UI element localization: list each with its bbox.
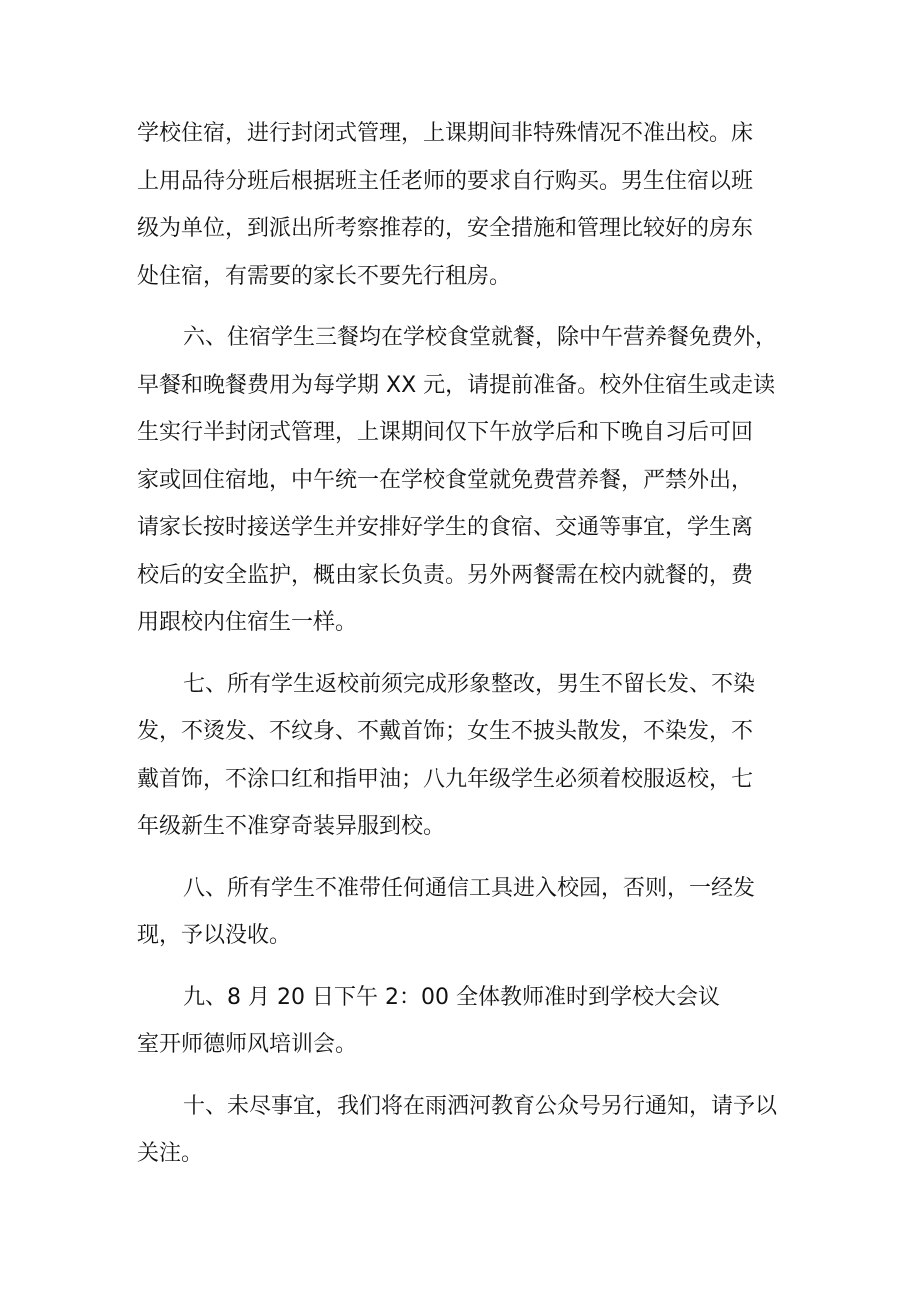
text-line: 室开师德师风培训会。 bbox=[137, 1032, 358, 1057]
text-line: 处住宿，有需要的家长不要先行租房。 bbox=[137, 263, 512, 289]
document-body bbox=[137, 110, 817, 1192]
paragraph-item-7 bbox=[137, 661, 817, 851]
text-line: 发，不烫发、不纹身、不戴首饰；女生不披头散发，不染发，不 bbox=[137, 719, 754, 744]
text-line: 用跟校内住宿生一样。 bbox=[137, 610, 358, 635]
text-line: 关注。 bbox=[137, 1141, 204, 1166]
text-line: 七、所有学生返校前须完成形象整改，男生不留长发、不染 bbox=[183, 671, 756, 697]
text-line: 戴首饰，不涂口红和指甲油；八九年级学生必须着校服返校，七 bbox=[137, 766, 754, 792]
paragraph-item-9 bbox=[137, 974, 817, 1069]
text-line: 十、未尽事宜，我们将在雨洒河教育公众号另行通知，请予以 bbox=[183, 1093, 778, 1119]
text-line: 上用品待分班后根据班主任老师的要求自行购买。男生住宿以班 bbox=[137, 168, 754, 194]
text-line: 现，予以没收。 bbox=[137, 923, 292, 948]
text-line: 早餐和晚餐费用为每学期 XX 元，请提前准备。校外住宿生或走读 bbox=[137, 372, 776, 398]
text-line: 学校住宿，进行封闭式管理，上课期间非特殊情况不准出校。床 bbox=[137, 121, 754, 146]
text-line: 六、住宿学生三餐均在学校食堂就餐，除中午营养餐免费外， bbox=[183, 325, 778, 350]
text-line: 九、8 月 20 日下午 2：00 全体教师准时到学校大会议 bbox=[183, 984, 720, 1010]
text-line: 级为单位，到派出所考察推荐的，安全措施和管理比较好的房东 bbox=[137, 216, 754, 241]
paragraph-accommodation bbox=[137, 110, 817, 300]
paragraph-item-6 bbox=[137, 314, 817, 647]
paragraph-item-8 bbox=[137, 865, 817, 960]
text-line: 请家长按时接送学生并安排好学生的食宿、交通等事宜，学生离 bbox=[137, 515, 754, 540]
text-line: 年级新生不准穿奇装异服到校。 bbox=[137, 814, 446, 839]
text-line: 生实行半封闭式管理，上课期间仅下午放学后和下晚自习后可回 bbox=[137, 420, 754, 445]
text-line: 家或回住宿地，中午统一在学校食堂就免费营养餐，严禁外出， bbox=[137, 467, 754, 493]
text-line: 八、所有学生不准带任何通信工具进入校园，否则，一经发 bbox=[183, 875, 756, 901]
text-line: 校后的安全监护，概由家长负责。另外两餐需在校内就餐的，费 bbox=[137, 562, 754, 588]
paragraph-item-10 bbox=[137, 1083, 817, 1178]
